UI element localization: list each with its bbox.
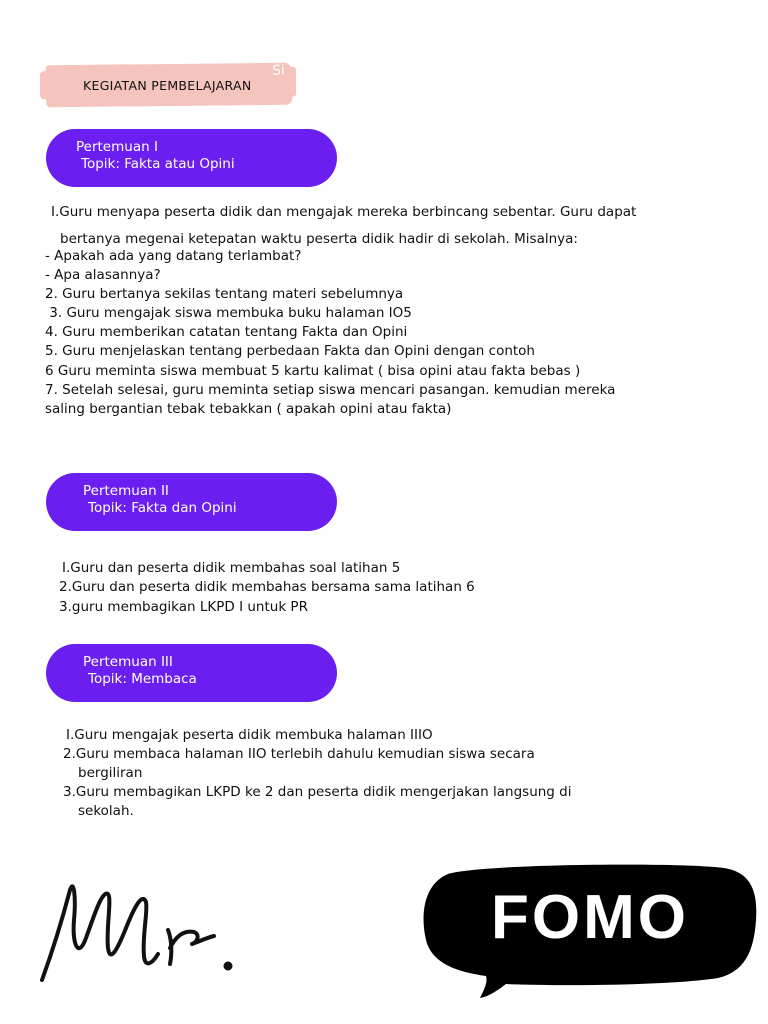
activity-line: bertanya megenai ketepatan waktu peserta didik hadir di sekolah. Misalnya: (60, 231, 578, 247)
meeting-badge-2 (46, 473, 337, 531)
list-item (62, 560, 400, 576)
activity-line: I.Guru menyapa peserta didik dan mengajak mereka berbincang sebentar. Guru dapat (51, 204, 637, 220)
activity-line: - Apakah ada yang datang terlambat? (45, 248, 302, 264)
list-number: 3. (63, 784, 76, 800)
activity-line: 5. Guru menjelaskan tentang perbedaan Fakta dan Opini dengan contoh (45, 343, 535, 359)
signature-image (30, 868, 250, 988)
list-item-continuation: sekolah. (78, 803, 134, 819)
list-item (63, 746, 535, 762)
list-item (66, 727, 433, 743)
meeting-badge-3 (46, 644, 337, 702)
list-number: 3. (59, 599, 72, 615)
list-text: Guru mengajak peserta didik membuka halaman IIIO (74, 727, 433, 743)
list-item (59, 579, 475, 595)
sticker-text: FOMO (491, 883, 689, 952)
meeting-name: Pertemuan I (76, 139, 158, 155)
list-number: I. (66, 727, 75, 743)
activity-line: 4. Guru memberikan catatan tentang Fakta dan Opini (45, 324, 408, 340)
list-text: Guru dan peserta didik membahas soal latihan 5 (70, 560, 401, 576)
list-text: Guru membagikan LKPD ke 2 dan peserta didik mengerjakan langsung di (75, 784, 572, 800)
meeting-topic: Topik: Fakta atau Opini (81, 156, 235, 172)
list-text: Guru dan peserta didik membahas bersama sama latihan 6 (71, 579, 475, 595)
list-text: Guru membaca halaman IIO terlebih dahulu kemudian siswa secara (75, 746, 535, 762)
activity-line: saling bergantian tebak tebakkan ( apakah opini atau fakta) (45, 401, 452, 417)
activity-line: - Apa alasannya? (45, 267, 161, 283)
page-title: KEGIATAN PEMBELAJARAN (83, 78, 252, 93)
fomo-sticker (418, 860, 762, 1000)
list-number: 2. (59, 579, 72, 595)
meeting-badge-1 (46, 129, 337, 187)
meeting-topic: Topik: Membaca (88, 671, 197, 687)
activity-line: 6 Guru meminta siswa membuat 5 kartu kalimat ( bisa opini atau fakta bebas ) (45, 363, 581, 379)
meeting-name: Pertemuan II (83, 483, 169, 499)
activity-line: 7. Setelah selesai, guru meminta setiap siswa mencari pasangan. kemudian mereka (45, 382, 616, 398)
activity-line: 2. Guru bertanya sekilas tentang materi sebelumnya (45, 286, 404, 302)
header-ghost-text: Si (272, 63, 285, 79)
activity-line: 3. Guru mengajak siswa membuka buku halaman IO5 (45, 305, 412, 321)
list-item (63, 784, 572, 800)
list-number: 2. (63, 746, 76, 762)
list-number: I. (62, 560, 71, 576)
meeting-name: Pertemuan III (83, 654, 173, 670)
list-item (59, 599, 308, 615)
list-item-continuation: bergiliran (78, 765, 143, 781)
list-text: guru membagikan LKPD I untuk PR (71, 599, 308, 615)
meeting-topic: Topik: Fakta dan Opini (88, 500, 237, 516)
